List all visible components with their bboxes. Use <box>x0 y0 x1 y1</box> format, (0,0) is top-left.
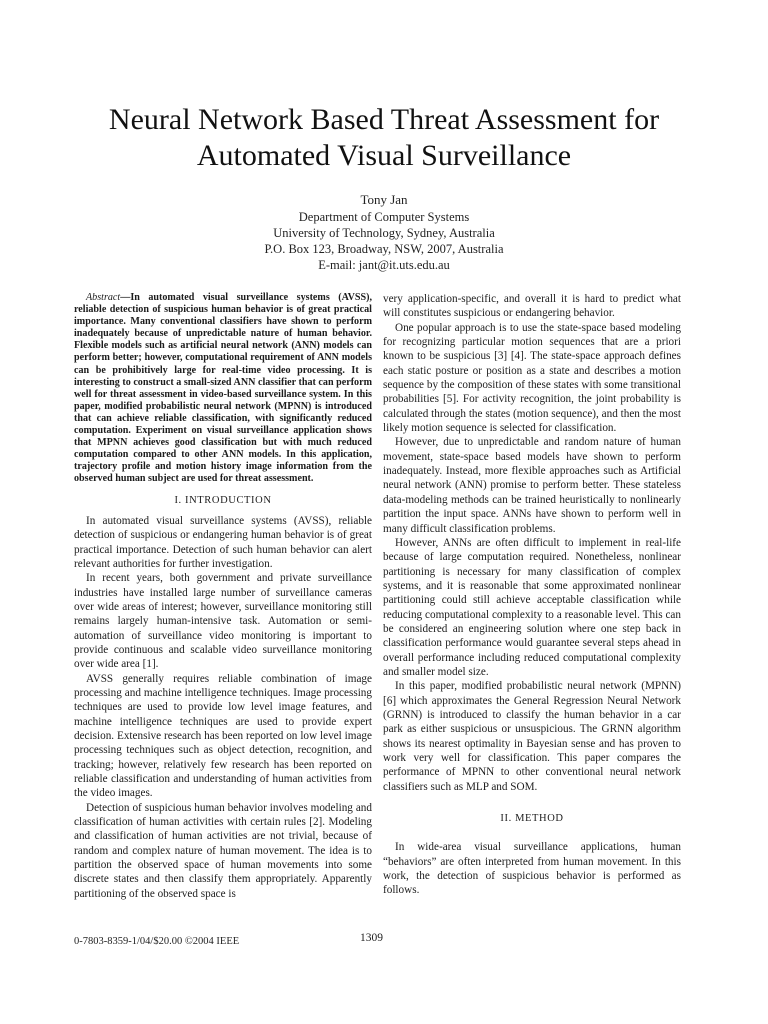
intro-paragraph-3: AVSS generally requires reliable combination of image processing and machine intelligence techniques. Image processing techniques are used to provide low level image features, and machine intelligence techniques are used to provide expert decision. Extensive research has been reported on low level image processing techniques such as object detection, recognition, and tracking; however, relatively few research has been reported on reliable classification and understanding of human activities from the video images. <box>74 672 372 800</box>
affiliation-university: University of Technology, Sydney, Australia <box>273 226 495 240</box>
affiliation-address: P.O. Box 123, Broadway, NSW, 2007, Australia <box>264 242 504 256</box>
page-number: 1309 <box>360 932 383 944</box>
abstract <box>74 292 372 486</box>
title-line-1: Neural Network Based Threat Assessment for <box>108 103 660 136</box>
right-column <box>383 292 681 898</box>
left-column <box>74 292 372 901</box>
intro-paragraph-5: One popular approach is to use the state-space based modeling for recognizing particular motion sequences that are a priori known to be suspicious [3] [4]. The state-space approach defines each static posture or position as a state and describes a motion sequence by the composition of these states with some transitional probabilities [5]. For activity recognition, the joint probability is calculated through the states (motion sequence), and then the most likely motion sequence is selected for classification. <box>383 321 681 435</box>
section-heading-introduction: I. INTRODUCTION <box>174 494 272 506</box>
intro-paragraph-4-continued: very application-specific, and overall it is hard to predict what will constitutes suspicious or endangering behavior. <box>383 293 681 320</box>
intro-paragraph-6: However, due to unpredictable and random nature of human movement, state-space based models have shown to perform inadequately. Instead, more flexible approaches such as Artificial neural network (ANN) promise to perform better. These stateless data-modeling methods can be trained heuristically to nonlinearly partition the input space. ANNs have shown to perform well in many difficult classification problems. <box>383 436 681 535</box>
author-name: Tony Jan <box>360 192 408 207</box>
intro-paragraph-8: In this paper, modified probabilistic neural network (MPNN) [6] which approximates the General Regression Neural Network (GRNN) is introduced to classify the human behavior in a car park as either suspicious or unsuspicious. The GRNN algorithm shows its nearest optimality in Bayesian sense and has proven to work very well for classification. This paper compares the performance of MPNN to other conventional neural network classifiers such as MLP and SOM. <box>383 680 681 793</box>
paper-title <box>0 102 768 174</box>
section-heading-method: II. METHOD <box>500 813 564 825</box>
method-paragraph-1: In wide-area visual surveillance applications, human “behaviors” are often interpreted from human movement. In this work, the detection of suspicious behavior is performed as follows. <box>383 841 681 897</box>
intro-paragraph-1: In automated visual surveillance systems (AVSS), reliable detection of suspicious or endangering human behavior is of great practical importance. Detection of such human behavior can alert relevant authorities for further investigation. <box>74 514 372 570</box>
intro-paragraph-2: In recent years, both government and private surveillance industries have installed large number of surveillance cameras over wide areas of interest; however, surveillance monitoring still remains largely human-intensive task. Automation or semi-automation of surveillance video monitoring is important to provide continuous and scalable video surveillance monitoring over wide area [1]. <box>74 572 372 671</box>
affiliation-email: E-mail: jant@it.uts.edu.au <box>318 258 450 272</box>
abstract-label: Abstract <box>86 292 121 303</box>
title-line-2: Automated Visual Surveillance <box>196 139 572 172</box>
abstract-text: —In automated visual surveillance systems (AVSS), reliable detection of suspicious human behavior is of great practical importance. Many conventional classifiers have shown to perform inadequately because of unpredictable nature of human behavior. Flexible models such as artificial neural network (ANN) models can perform better; however, computational requirement of ANN models can be prohibitively large for real-time video processing. It is interesting to construct a small-sized ANN classifier that can perform well for threat assessment in video-based surveillance system. In this paper, modified probabilistic neural network (MPNN) is introduced that can achieve reliable classification, with significantly reduced computation. Experiment on visual surveillance application shows that MPNN achieves good classification but with much reduced computation compared to other ANN models. In this application, trajectory profile and motion history image information from the observed human subject are used for threat assessment. <box>74 292 372 485</box>
intro-paragraph-7: However, ANNs are often difficult to implement in real-life because of large computation required. Nonetheless, nonlinear partitioning is necessary for many classification of complex systems, and it is reasonable that some approximated nonlinear partitioning could still achieve acceptable classification while reducing computational complexity to a reasonable level. This can be considered an engineering solution where one step back in classification performance would guarantee several steps ahead in overall performance including reduced computational complexity and smaller model size. <box>383 536 681 678</box>
intro-paragraph-4: Detection of suspicious human behavior involves modeling and classification of human activities with certain rules [2]. Modeling and classification of human activities are not trivial, because of random and complex nature of human movement. The idea is to partition the observed space of human movements into some discrete states and then classify them appropriately. Apparently partitioning of the observed space is <box>74 801 372 900</box>
author-block <box>0 192 768 273</box>
affiliation-department: Department of Computer Systems <box>298 210 470 224</box>
copyright-footer: 0-7803-8359-1/04/$20.00 ©2004 IEEE <box>74 936 240 947</box>
